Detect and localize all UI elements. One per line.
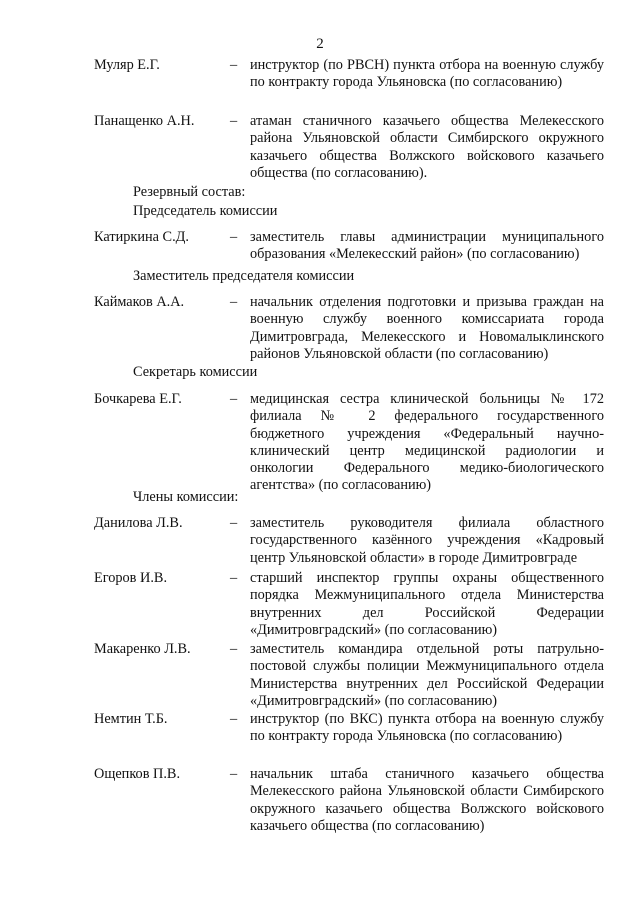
section-heading-secretary: Секретарь комиссии — [133, 364, 258, 380]
page-number: 2 — [316, 36, 324, 52]
dash-separator: – — [230, 515, 238, 531]
dash-separator: – — [230, 766, 238, 782]
member-name: Панащенко А.Н. — [94, 113, 195, 129]
dash-separator: – — [230, 570, 238, 586]
member-name: Егоров И.В. — [94, 570, 168, 586]
commission-member-entry — [94, 766, 604, 835]
member-position: заместитель руководителя филиала областного государственного казённого учреждения «Кадровый центр Ульяновской области» в городе Димитровграде — [250, 515, 604, 566]
member-name: Макаренко Л.В. — [94, 641, 191, 657]
chairman-entry — [94, 229, 604, 264]
member-name: Бочкарева Е.Г. — [94, 391, 182, 407]
commission-member-entry — [94, 515, 604, 567]
member-name: Данилова Л.В. — [94, 515, 183, 531]
commission-member-entry — [94, 711, 604, 746]
commission-member-entry — [94, 641, 604, 710]
member-position: медицинская сестра клинической больницы № 172 филиала № 2 федерального государственного бюджетного учреждения «Федеральный научно-клинический центр медицинской радиологии и онкологии Федерального медико-биологического агентства» (по согласованию) — [250, 391, 604, 494]
member-position: заместитель главы администрации муниципального образования «Мелекесский район» (по согласованию) — [250, 229, 604, 263]
dash-separator: – — [230, 294, 238, 310]
section-heading-chairman: Председатель комиссии — [133, 203, 278, 219]
member-position: старший инспектор группы охраны общественного порядка Межмуниципального отдела Министерства внутренних дел Российской Федерации «Димитровградский» (по согласованию) — [250, 570, 604, 638]
section-heading-deputy: Заместитель председателя комиссии — [133, 268, 355, 284]
commission-member-entry — [94, 570, 604, 639]
section-heading-reserve: Резервный состав: — [133, 184, 246, 200]
member-position: заместитель командира отдельной роты патрульно-постовой службы полиции Межмуниципального отдела Министерства внутренних дел Российской Федерации «Димитровградский» (по согласованию) — [250, 641, 604, 709]
dash-separator: – — [230, 641, 238, 657]
commission-member-entry — [94, 113, 604, 182]
secretary-entry — [94, 391, 604, 495]
deputy-entry — [94, 294, 604, 363]
dash-separator: – — [230, 711, 238, 727]
member-position: начальник отделения подготовки и призыва граждан на военную службу военного комиссариата города Димитровграда, Мелекесского и Новомалыклинского районов Ульяновской области (по согласованию) — [250, 294, 604, 362]
member-name: Немтин Т.Б. — [94, 711, 168, 727]
member-position: инструктор (по РВСН) пункта отбора на военную службу по контракту города Ульяновска (по согласованию) — [250, 57, 604, 91]
dash-separator: – — [230, 391, 238, 407]
member-name: Муляр Е.Г. — [94, 57, 160, 73]
dash-separator: – — [230, 229, 238, 245]
section-heading-members: Члены комиссии: — [133, 489, 239, 505]
member-position: атаман станичного казачьего общества Мелекесского района Ульяновской области Симбирского окружного казачьего общества Волжского войскового казачьего общества (по согласованию). — [250, 113, 604, 181]
commission-member-entry — [94, 57, 604, 92]
dash-separator: – — [230, 113, 238, 129]
dash-separator: – — [230, 57, 238, 73]
member-position: инструктор (по ВКС) пункта отбора на военную службу по контракту города Ульяновска (по согласованию) — [250, 711, 604, 745]
member-position: начальник штаба станичного казачьего общества Мелекесского района Ульяновской области Симбирского окружного казачьего общества Волжского войскового казачьего общества (по согласованию) — [250, 766, 604, 834]
member-name: Каймаков А.А. — [94, 294, 185, 310]
member-name: Ощепков П.В. — [94, 766, 181, 782]
member-name: Катиркина С.Д. — [94, 229, 189, 245]
